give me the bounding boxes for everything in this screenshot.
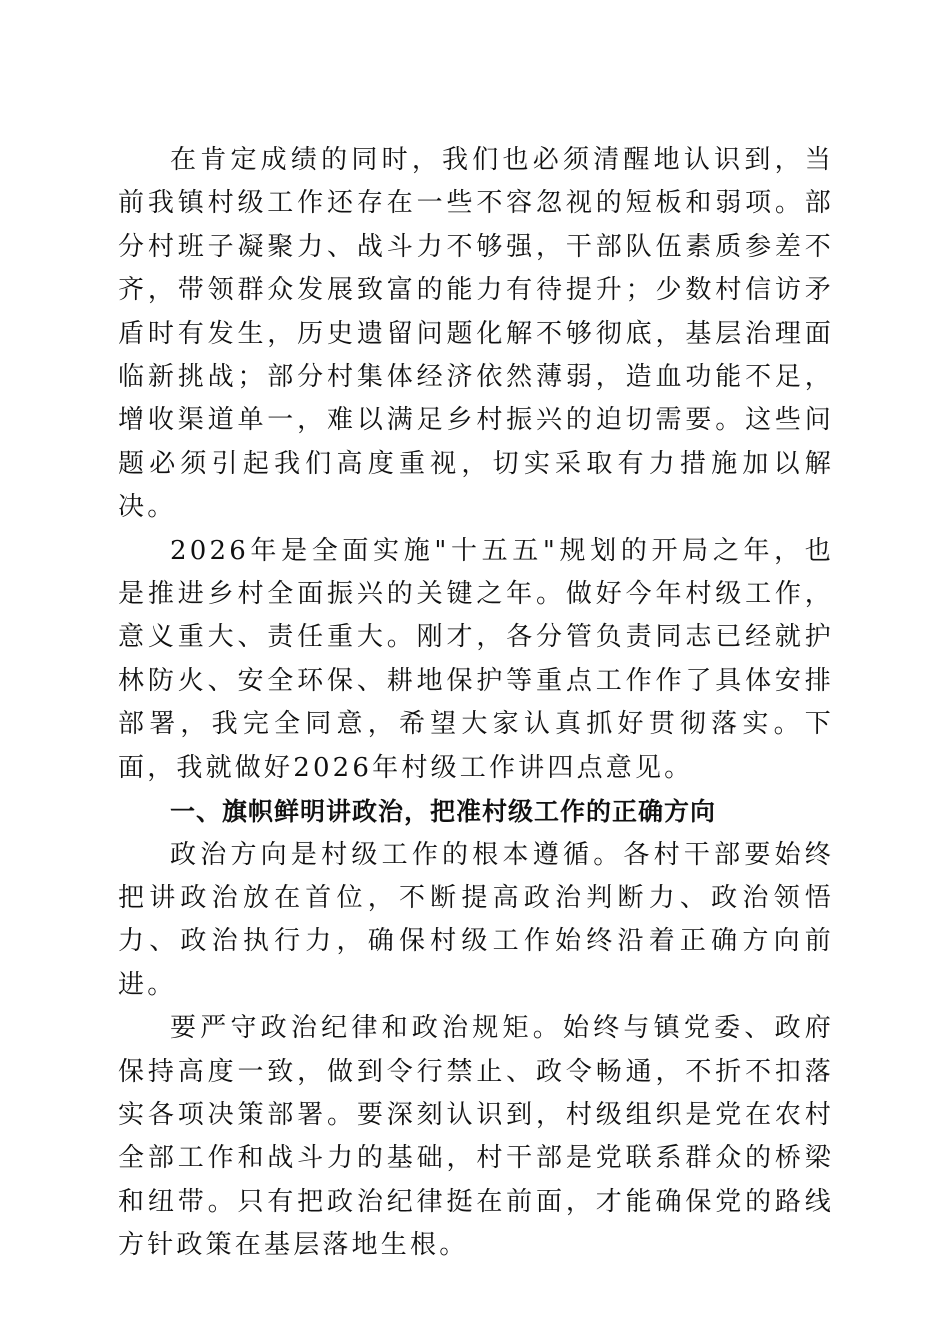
paragraph-political-discipline: 要严守政治纪律和政治规矩。始终与镇党委、政府保持高度一致，做到令行禁止、政令畅通，不折不扣落实各项决策部署。要深刻认识到，村级组织是党在农村全部工作和战斗力的基础，村干部是党联系群众的桥梁和纽带。只有把政治纪律挺在前面，才能确保党的路线方针政策在基层落地生根。 [118, 1013, 834, 1261]
paragraph-shortcomings: 在肯定成绩的同时，我们也必须清醒地认识到，当前我镇村级工作还存在一些不容忽视的短板和弱项。部分村班子凝聚力、战斗力不够强，干部队伍素质参差不齐，带领群众发展致富的能力有待提升；少数村信访矛盾时有发生，历史遗留问题化解不够彻底，基层治理面临新挑战；部分村集体经济依然薄弱，造血功能不足，增收渠道单一，难以满足乡村振兴的迫切需要。这些问题必须引起我们高度重视，切实采取有力措施加以解决。 [118, 145, 834, 523]
paragraph-political-direction: 政治方向是村级工作的根本遵循。各村干部要始终把讲政治放在首位，不断提高政治判断力、政治领悟力、政治执行力，确保村级工作始终沿着正确方向前进。 [118, 839, 834, 1000]
document-page [118, 139, 834, 1268]
paragraph-2026-overview: 2026年是全面实施"十五五"规划的开局之年，也是推进乡村全面振兴的关键之年。做好今年村级工作，意义重大、责任重大。刚才，各分管负责同志已经就护林防火、安全环保、耕地保护等重点工作作了具体安排部署，我完全同意，希望大家认真抓好贯彻落实。下面，我就做好2026年村级工作讲四点意见。 [118, 535, 834, 783]
section-heading-politics: 一、旗帜鲜明讲政治，把准村级工作的正确方向 [170, 797, 717, 827]
